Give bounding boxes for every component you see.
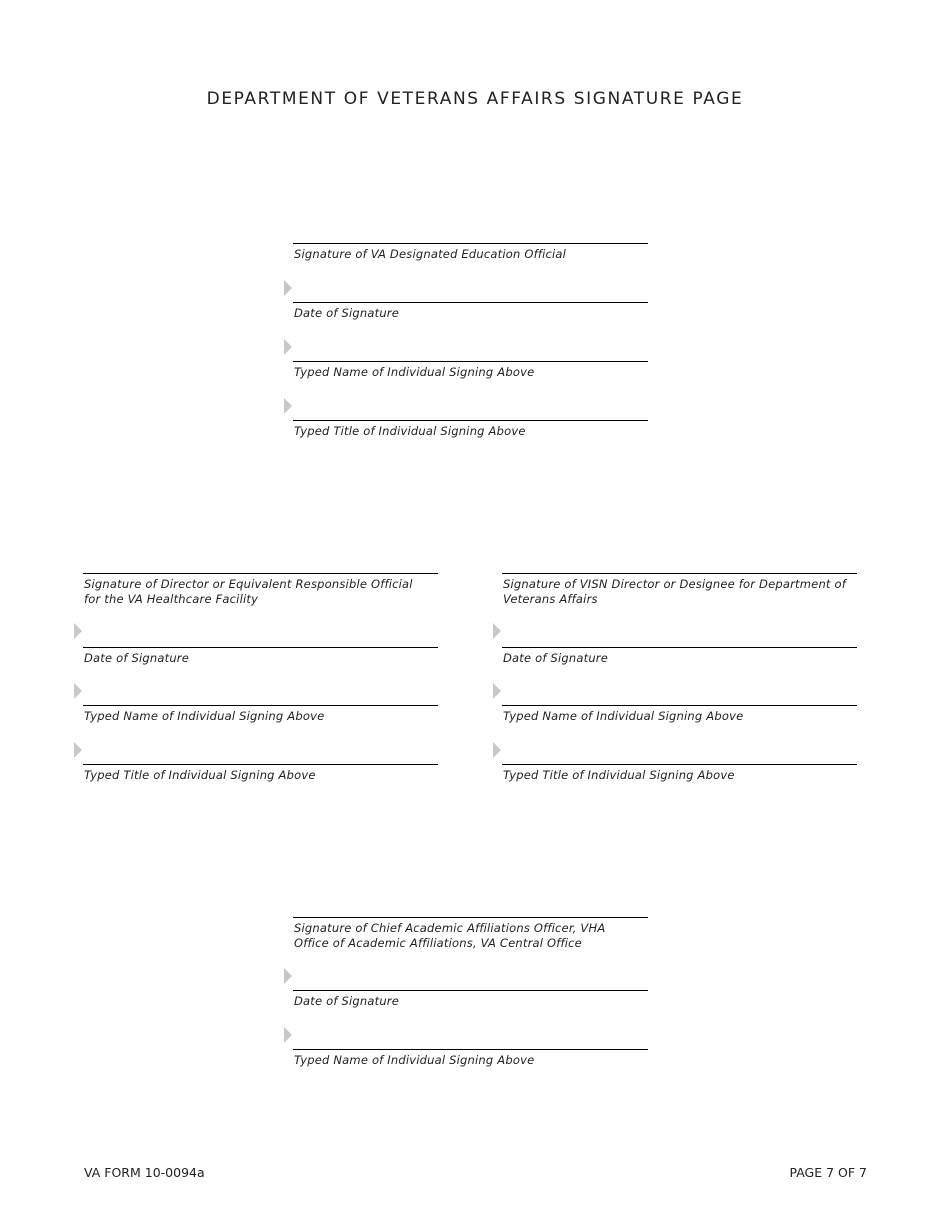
field-arrow-icon bbox=[284, 339, 292, 355]
field-label: Typed Title of Individual Signing Above bbox=[84, 768, 316, 782]
field-label: Signature of Chief Academic Affiliations Officer, VHA Office of Academic Affiliations, VA Central Office bbox=[294, 921, 606, 950]
field-label: Typed Name of Individual Signing Above bbox=[503, 709, 744, 723]
signature-line bbox=[293, 1049, 648, 1050]
field-label: Date of Signature bbox=[294, 306, 400, 320]
field-arrow-icon bbox=[74, 623, 82, 639]
field-arrow-icon bbox=[493, 683, 501, 699]
field-arrow-icon bbox=[493, 742, 501, 758]
signature-line bbox=[293, 243, 648, 244]
signature-line bbox=[502, 573, 857, 574]
page-title: DEPARTMENT OF VETERANS AFFAIRS SIGNATURE PAGE bbox=[206, 89, 744, 109]
field-arrow-icon bbox=[74, 742, 82, 758]
field-label: Signature of VA Designated Education Official bbox=[294, 247, 567, 261]
field-arrow-icon bbox=[493, 623, 501, 639]
signature-line bbox=[293, 420, 648, 421]
signature-line bbox=[293, 917, 648, 918]
field-arrow-icon bbox=[284, 398, 292, 414]
signature-line bbox=[502, 705, 857, 706]
signature-line bbox=[83, 647, 438, 648]
field-label: Signature of Director or Equivalent Responsible Official for the VA Healthcare Facility bbox=[84, 577, 413, 606]
page-indicator: PAGE 7 OF 7 bbox=[789, 1165, 867, 1180]
field-arrow-icon bbox=[284, 280, 292, 296]
signature-line bbox=[293, 990, 648, 991]
field-label: Typed Name of Individual Signing Above bbox=[294, 1053, 535, 1067]
form-number: VA FORM 10-0094a bbox=[84, 1165, 205, 1180]
signature-line bbox=[293, 302, 648, 303]
signature-line bbox=[83, 764, 438, 765]
field-label: Typed Title of Individual Signing Above bbox=[294, 424, 526, 438]
signature-line bbox=[83, 705, 438, 706]
field-label: Signature of VISN Director or Designee for Department of Veterans Affairs bbox=[503, 577, 846, 606]
field-arrow-icon bbox=[284, 1027, 292, 1043]
field-label: Date of Signature bbox=[503, 651, 609, 665]
field-label: Date of Signature bbox=[84, 651, 190, 665]
field-label: Date of Signature bbox=[294, 994, 400, 1008]
signature-line bbox=[502, 647, 857, 648]
field-arrow-icon bbox=[74, 683, 82, 699]
signature-line bbox=[293, 361, 648, 362]
field-label: Typed Title of Individual Signing Above bbox=[503, 768, 735, 782]
field-label: Typed Name of Individual Signing Above bbox=[84, 709, 325, 723]
field-label: Typed Name of Individual Signing Above bbox=[294, 365, 535, 379]
signature-line bbox=[83, 573, 438, 574]
signature-line bbox=[502, 764, 857, 765]
field-arrow-icon bbox=[284, 968, 292, 984]
